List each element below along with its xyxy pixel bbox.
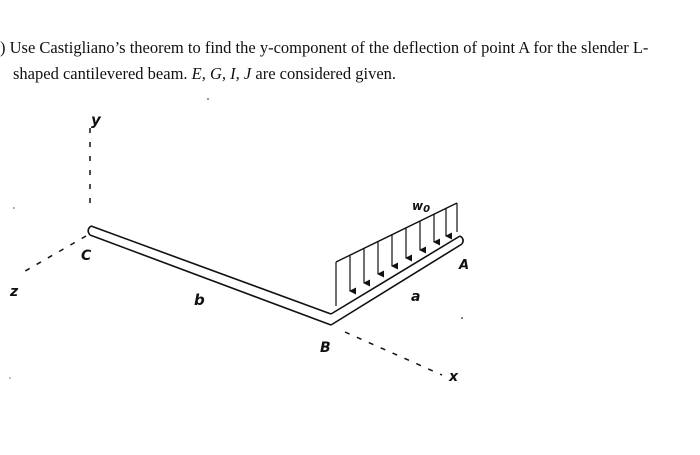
problem-marker: ) xyxy=(0,38,6,57)
label-length-a: a xyxy=(411,289,421,305)
label-x-axis: x xyxy=(449,369,459,385)
problem-text-2a: shaped cantilevered beam. xyxy=(13,64,192,83)
label-load-w: w xyxy=(412,199,424,213)
label-load-subscript: 0 xyxy=(423,204,431,215)
label-z-axis: z xyxy=(10,284,19,300)
label-point-b: B xyxy=(320,340,331,356)
scan-speck xyxy=(207,98,209,100)
problem-text-1: Use Castigliano’s theorem to find the y-component of the deflection of point A for the slender L- xyxy=(9,38,649,57)
given-variables: E, G, I, J xyxy=(191,64,252,83)
distributed-load xyxy=(336,203,457,306)
scan-speck xyxy=(9,377,11,379)
z-axis-dashed xyxy=(20,236,86,274)
label-length-b: b xyxy=(194,291,205,309)
beam-segment-cb xyxy=(88,226,331,325)
label-load-w0 xyxy=(412,199,430,215)
label-point-c: C xyxy=(81,248,92,264)
label-point-a: A xyxy=(459,258,470,273)
label-y-axis: y xyxy=(91,111,101,129)
beam-segment-ba xyxy=(331,236,463,325)
scan-speck xyxy=(461,317,463,319)
problem-text-2b: are considered given. xyxy=(251,64,397,83)
x-axis-dashed xyxy=(345,332,442,375)
scan-speck xyxy=(13,207,15,209)
